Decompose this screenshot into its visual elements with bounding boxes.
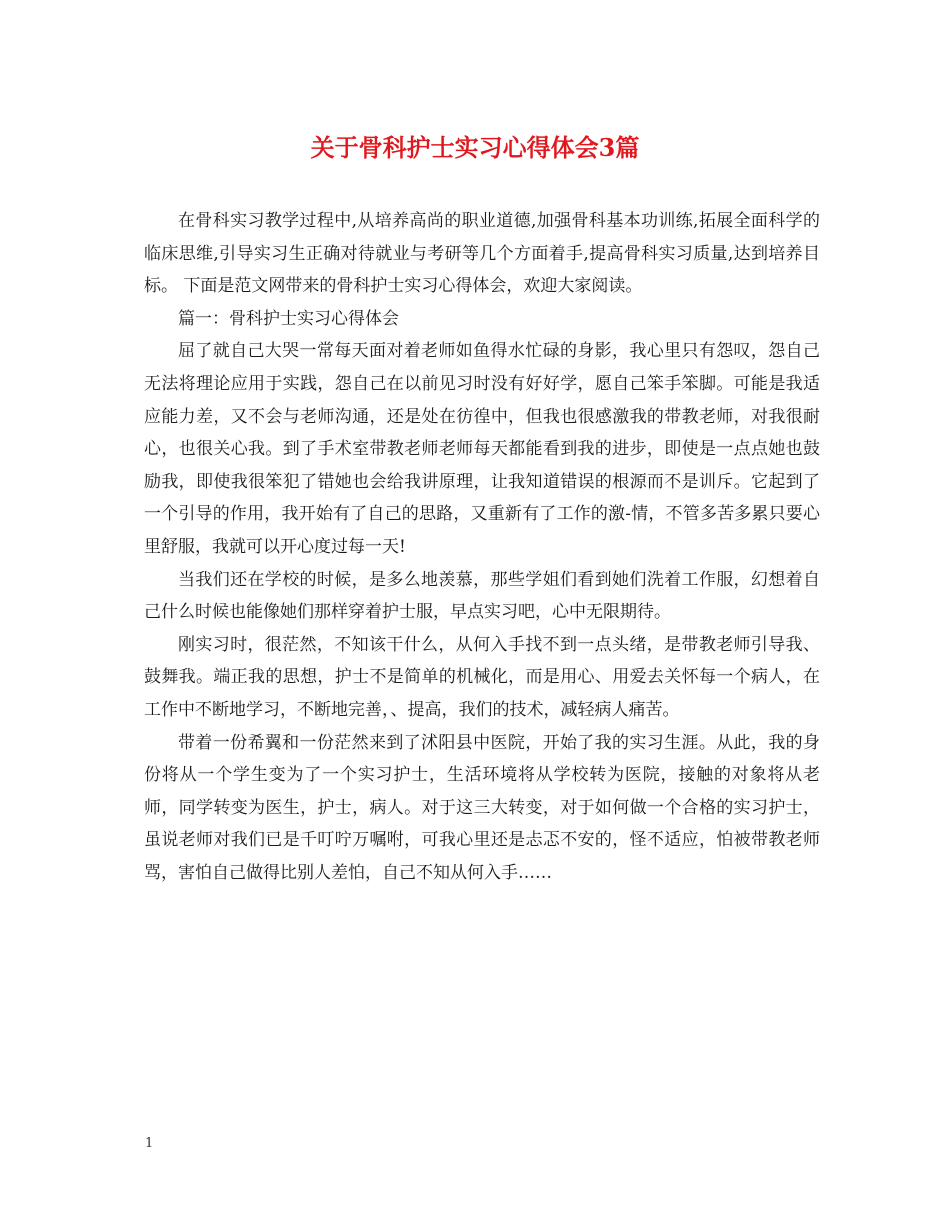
document-title: 关于骨科护士实习心得体会3篇	[310, 133, 640, 162]
paragraph: 当我们还在学校的时候，是多么地羡慕，那些学姐们看到她们洗着工作服，幻想着自己什么时候也能像她们那样穿着护士服，早点实习吧，心中无限期待。	[144, 569, 820, 623]
paragraph-intro: 在骨科实习教学过程中,从培养高尚的职业道德,加强骨科基本功训练,拓展全面科学的临床思维,引导实习生正确对待就业与考研等几个方面着手,提高骨科实习质量,达到培养目标。 下面是范文网带来的骨科护士实习心得体会，欢迎大家阅读。	[144, 211, 820, 297]
paragraph: 屈了就自己大哭一常每天面对着老师如鱼得水忙碌的身影，我心里只有怨叹，怨自己无法将理论应用于实践，怨自己在以前见习时没有好好学，愿自己笨手笨脚。可能是我适应能力差，又不会与老师沟通，还是处在彷徨中，但我也很感激我的带教老师，对我很耐心，也很关心我。到了手术室带教老师老师每天都能看到我的进步，即使是一点点她也鼓励我，即使我很笨犯了错她也会给我讲原理，让我知道错误的根源而不是训斥。它起到了一个引导的作用，我开始有了自己的思路，又重新有了工作的激-情，不管多苦多累只要心里舒服，我就可以开心度过每一天!	[144, 341, 820, 557]
document-body	[144, 205, 820, 889]
section-heading: 篇一：骨科护士实习心得体会	[178, 308, 399, 329]
paragraph: 刚实习时，很茫然，不知该干什么，从何入手找不到一点头绪，是带教老师引导我、鼓舞我。端正我的思想，护士不是简单的机械化，而是用心、用爱去关怀每一个病人，在工作中不断地学习，不断地完善，、提高，我们的技术，减轻病人痛苦。	[144, 634, 820, 720]
page-number: 1	[145, 1136, 154, 1151]
paragraph: 带着一份希翼和一份茫然来到了沭阳县中医院，开始了我的实习生涯。从此，我的身份将从一个学生变为了一个实习护士，生活环境将从学校转为医院，接触的对象将从老师，同学转变为医生，护士，病人。对于这三大转变，对于如何做一个合格的实习护士，虽说老师对我们已是千叮咛万嘱咐，可我心里还是忐忑不安的，怪不适应，怕被带教老师骂，害怕自己做得比别人差怕，自己不知从何入手……	[144, 732, 820, 883]
